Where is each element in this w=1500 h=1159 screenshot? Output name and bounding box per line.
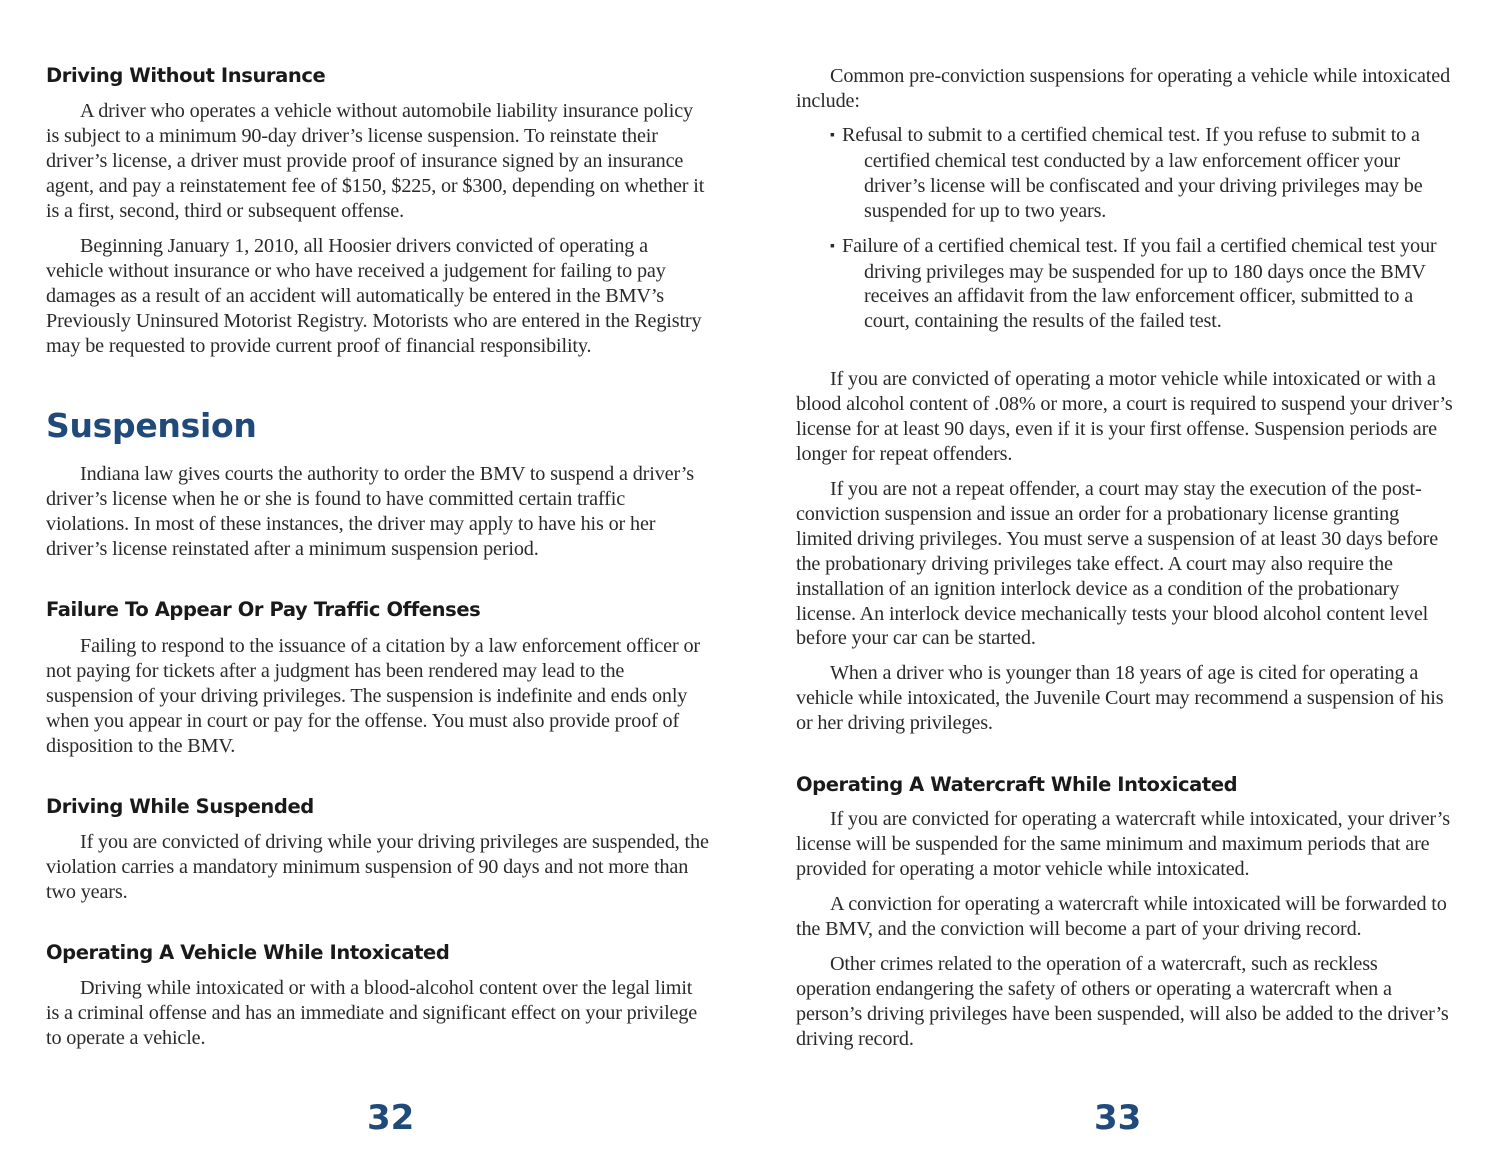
paragraph-suspension-intro: Indiana law gives courts the authority to order the BMV to suspend a driver’s driver’s license when he or she is found to have committed certain traffic violations. In most of these instances, the driver may apply to have his or her driver’s license reinstated after a minimum suspension period. (46, 463, 694, 560)
preconviction-bullet-list (796, 123, 1456, 334)
paragraph-driving-while-suspended: If you are convicted of driving while your driving privileges are suspended, the violation carries a mandatory minimum suspension of 90 days and not more than two years. (46, 831, 709, 903)
paragraph-failure-to-appear: Failing to respond to the issuance of a citation by a law enforcement officer or not paying for tickets after a judgment has been rendered may lead to the suspension of your driving privileges. The suspension is indefinite and ends only when you appear in court or pay for the offense. You must also provide proof of disposition to the BMV. (46, 635, 700, 757)
heading-driving-without-insurance: Driving Without Insurance (46, 64, 326, 87)
heading-operating-watercraft-intoxicated: Operating A Watercraft While Intoxicated (796, 773, 1238, 796)
paragraph-watercraft-record: A conviction for operating a watercraft while intoxicated will be forwarded to the BMV, and the conviction will become a part of your driving record. (796, 893, 1447, 940)
right-page (796, 0, 1456, 1159)
paragraph-preconviction-intro: Common pre-conviction suspensions for operating a vehicle while intoxicated include: (796, 65, 1451, 112)
paragraph-watercraft-suspension: If you are convicted for operating a watercraft while intoxicated, your driver’s license will be suspended for the same minimum and maximum periods that are provided for operating a motor vehicle while intoxicated. (796, 808, 1450, 880)
paragraph-operating-vehicle-intoxicated: Driving while intoxicated or with a blood-alcohol content over the legal limit is a criminal offense and has an immediate and significant effect on your privilege to operate a vehicle. (46, 977, 698, 1049)
page-number-right: 33 (1094, 1098, 1142, 1138)
page-number-left: 32 (367, 1098, 415, 1138)
heading-failure-to-appear: Failure To Appear Or Pay Traffic Offenses (46, 598, 481, 621)
heading-driving-while-suspended: Driving While Suspended (46, 795, 314, 818)
heading-operating-vehicle-intoxicated: Operating A Vehicle While Intoxicated (46, 941, 450, 964)
paragraph-uninsured-registry: Beginning January 1, 2010, all Hoosier drivers convicted of operating a vehicle without insurance or who have received a judgement for failing to pay damages as a result of an accident will automatically be entered in the BMV’s Previously Uninsured Motorist Registry. Motorists who are entered in the Registry may be requested to provide current proof of financial responsibility. (46, 235, 702, 357)
paragraph-probationary-license: If you are not a repeat offender, a court may stay the execution of the post-conviction suspension and issue an order for a probationary license granting limited driving privileges. You must serve a suspension of at least 30 days before the probationary driving privileges take effect. A court may also require the installation of an ignition interlock device as a condition of the probationary license. An interlock device mechanically tests your blood alcohol content level before your car can be started. (796, 478, 1439, 650)
paragraph-conviction-suspension: If you are convicted of operating a motor vehicle while intoxicated or with a blood alcohol content of .08% or more, a court is required to suspend your driver’s license for at least 90 days, even if it is your first offense. Suspension periods are longer for repeat offenders. (796, 368, 1453, 465)
list-item (796, 234, 1456, 335)
heading-suspension: Suspension (46, 406, 257, 445)
bullet-text-refusal: Refusal to submit to a certified chemical test. If you refuse to submit to a certified chemical test conducted by a law enforcement officer your driver’s license will be confiscated and your driving privileges may be suspended for up to two years. (842, 124, 1423, 222)
paragraph-juvenile: When a driver who is younger than 18 years of age is cited for operating a vehicle while intoxicated, the Juvenile Court may recommend a suspension of his or her driving privileges. (796, 662, 1444, 734)
left-page (46, 0, 710, 1159)
bullet-marker: ▪ (830, 238, 835, 254)
bullet-text-failure: Failure of a certified chemical test. If you fail a certified chemical test your driving privileges may be suspended for up to 180 days once the BMV receives an affidavit from the law enforcement officer, submitted to a court, containing the results of the failed test. (842, 234, 1437, 333)
bullet-marker: ▪ (830, 128, 835, 143)
paragraph-insurance-suspension: A driver who operates a vehicle without automobile liability insurance policy is subject to a minimum 90-day driver’s license suspension. To reinstate their driver’s license, a driver must provide proof of insurance signed by an insurance agent, and pay a reinstatement fee of $150, $225, or $300, depending on whether it is a first, second, third or subsequent offense. (46, 100, 705, 222)
list-item (796, 123, 1456, 224)
paragraph-watercraft-other-crimes: Other crimes related to the operation of a watercraft, such as reckless operation endangering the safety of others or operating a watercraft when a person’s driving privileges have been suspended, will also be added to the driver’s driving record. (796, 953, 1449, 1050)
